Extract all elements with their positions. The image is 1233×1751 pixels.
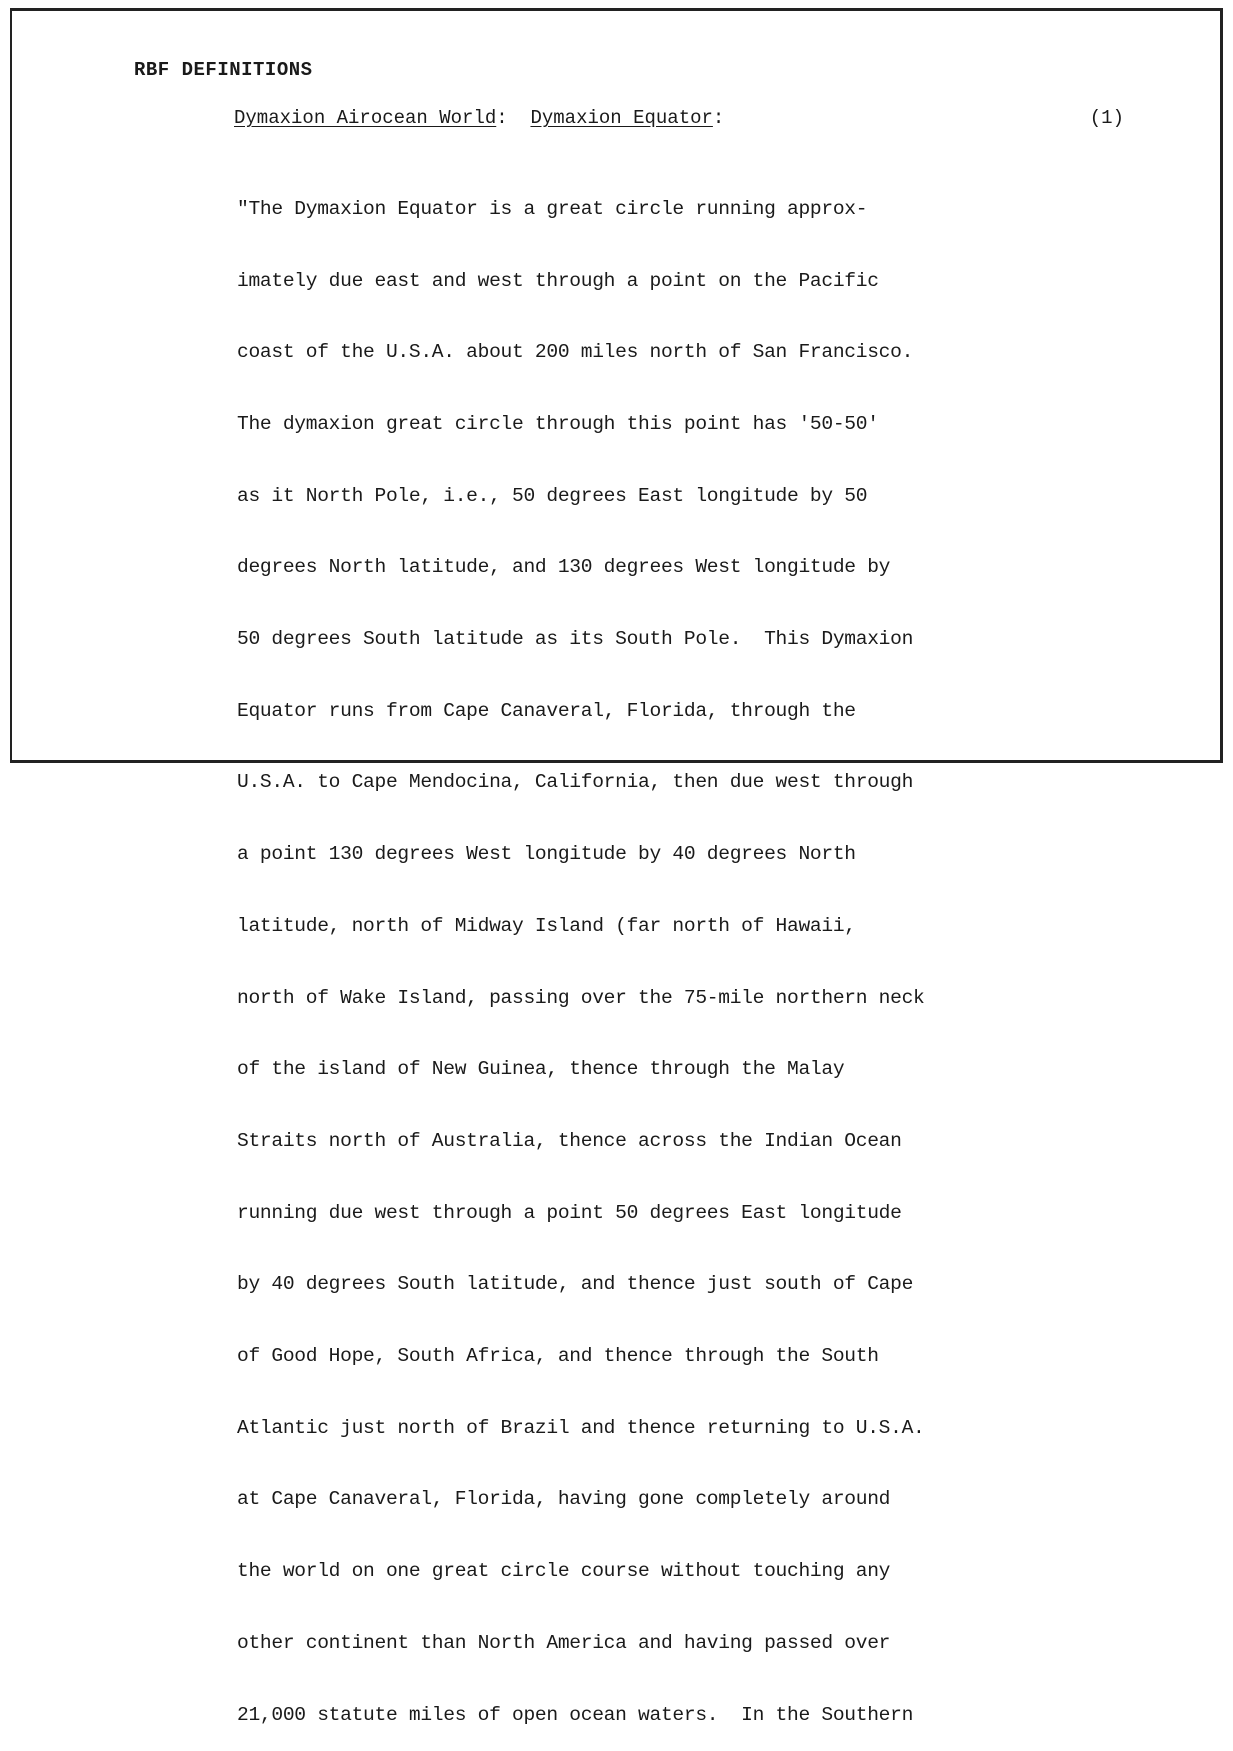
body-line: a point 130 degrees West longitude by 40 degrees North — [237, 843, 856, 866]
body-line: degrees North latitude, and 130 degrees West longitude by — [237, 556, 891, 579]
body-line: Equator runs from Cape Canaveral, Florida, through the — [237, 699, 856, 722]
definition-number: (1) — [1089, 107, 1124, 129]
heading-subterm: Dymaxion Equator — [530, 107, 713, 129]
body-line: at Cape Canaveral, Florida, having gone completely around — [237, 1488, 891, 1511]
heading-separator: : — [496, 107, 508, 129]
body-line: of the island of New Guinea, thence through the Malay — [237, 1058, 845, 1081]
definition-body — [237, 150, 1117, 1751]
body-line: U.S.A. to Cape Mendocina, California, then due west through — [237, 771, 914, 794]
body-line: of Good Hope, South Africa, and thence through the South — [237, 1345, 879, 1368]
body-line: 21,000 statute miles of open ocean waters. In the Southern — [237, 1703, 914, 1726]
body-line: running due west through a point 50 degrees East longitude — [237, 1201, 902, 1224]
body-line: coast of the U.S.A. about 200 miles north of San Francisco. — [237, 341, 914, 364]
body-line: latitude, north of Midway Island (far north of Hawaii, — [237, 914, 856, 937]
heading-term: Dymaxion Airocean World — [234, 107, 497, 129]
body-line: imately due east and west through a point on the Pacific — [237, 269, 879, 292]
body-line: the world on one great circle course without touching any — [237, 1560, 891, 1583]
body-line: The dymaxion great circle through this point has '50-50' — [237, 412, 879, 435]
body-line: 50 degrees South latitude as its South Pole. This Dymaxion — [237, 628, 914, 651]
body-line: "The Dymaxion Equator is a great circle running approx- — [237, 197, 868, 220]
definition-heading — [234, 106, 1124, 130]
body-line: other continent than North America and having passed over — [237, 1631, 891, 1654]
body-line: Straits north of Australia, thence across the Indian Ocean — [237, 1129, 902, 1152]
body-line: by 40 degrees South latitude, and thence just south of Cape — [237, 1273, 914, 1296]
body-line: as it North Pole, i.e., 50 degrees East longitude by 50 — [237, 484, 868, 507]
body-line: north of Wake Island, passing over the 75-mile northern neck — [237, 986, 925, 1009]
page-title: RBF DEFINITIONS — [134, 59, 313, 81]
heading-subterm-suffix: : — [712, 107, 725, 129]
body-line: Atlantic just north of Brazil and thence returning to U.S.A. — [237, 1416, 925, 1439]
